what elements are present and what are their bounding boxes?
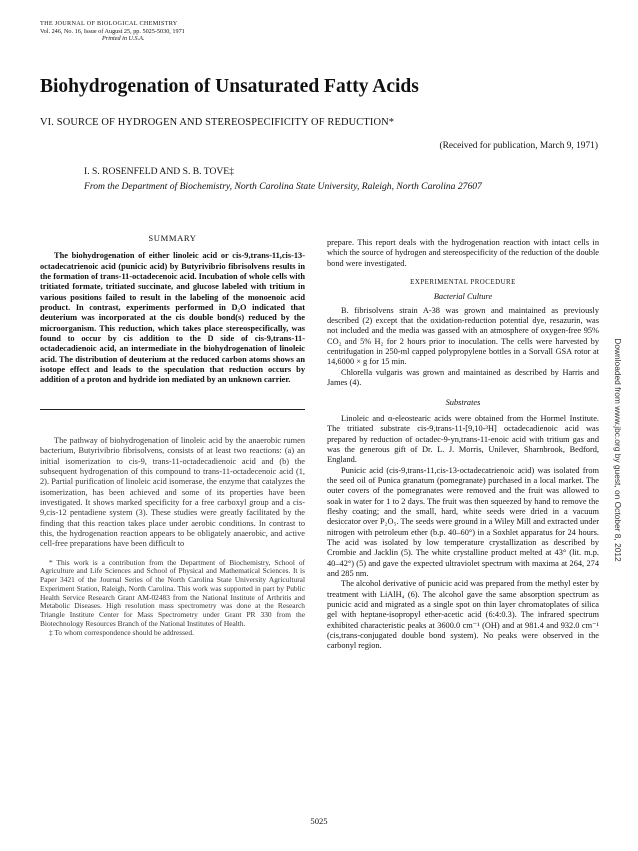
left-column (40, 233, 305, 637)
journal-printed: Printed in U.S.A. (102, 35, 145, 43)
paragraph-substrates-linoleic: Linoleic and α-eleostearic acids were obtained from the Hormel Institute. The tritiated substrate cis-9,trans-11-[9,10-³H] octadecadienoic acid was prepared by reduction of octadec-9-yn,trans-11-enoic acid with tritium gas and was the generous gift of Dr. L. J. Morris, Unilever, Sharnbrook, Bedford, England. (327, 413, 599, 465)
section-divider (40, 409, 305, 410)
article-title: Biohydrogenation of Unsaturated Fatty Acids (40, 76, 419, 97)
paragraph-alcohol-derivative: The alcohol derivative of punicic acid was prepared from the methyl ester by treatment with LiAlH₄ (6). The alcohol gave the same absorption spectrum as punicic acid and migrated as a single spot on thin layer chromatoplates of silica gel with heptane-isopropyl ether-acetic acid (6:4:0.3). The infrared spectrum exhibited characteristic peaks at 3600.0 cm⁻¹ (OH) and at 981.4 and 932.0 cm⁻¹ (cis,trans-conjugated double bond system). No peaks were observed in the carbonyl region. (327, 579, 599, 651)
download-watermark (611, 300, 625, 600)
footnote-correspondence: ‡ To whom correspondence should be addressed. (49, 627, 194, 637)
article-subtitle: VI. SOURCE OF HYDROGEN AND STEREOSPECIFICITY OF REDUCTION* (40, 117, 395, 128)
journal-header (40, 20, 185, 43)
received-date: (Received for publication, March 9, 1971) (439, 141, 598, 151)
intro-continuation: prepare. This report deals with the hydrogenation reaction with intact cells in which the source of hydrogen and stereospecificity of the reduction of the double bond were investigated. (327, 238, 599, 268)
authors: I. S. ROSENFELD AND S. B. TOVE‡ (84, 166, 234, 177)
journal-name: THE JOURNAL OF BIOLOGICAL CHEMISTRY (40, 20, 178, 27)
affiliation: From the Department of Biochemistry, North Carolina State University, Raleigh, North Carolina 27607 (84, 181, 482, 192)
subheading-substrates: Substrates (445, 398, 481, 408)
paragraph-chlorella: Chlorella vulgaris was grown and maintained as described by Harris and James (4). (327, 367, 599, 388)
paragraph-bacterial-culture: B. fibrisolvens strain A-38 was grown and maintained as previously described (2) except that the oxidation-reduction potential dye, resazurin, was not included and the media was gassed with an atmosphere of oxygen-free 95% CO₂ and 5% H₂ for 2 hours prior to inoculation. The cells were harvested by centrifugation in 250-ml capped polypropylene bottles in a Sorvall GSA rotor at 14,6000 × g for 15 min. (327, 305, 599, 367)
footnote-funding: * This work is a contribution from the Department of Biochemistry, School of Agriculture and Life Sciences and School of Physical and Mathematical Sciences. It is Paper 3421 of the Journal Series of the North Carolina State University Agricultural Experiment Station, Raleigh, North Carolina. This work was supported in part by Public Health Service Research Grant AM-02483 from the National Institute of Arthritis and Metabolic Diseases. High resolution mass spectrometry was done at the Research Triangle Institute Center for Mass Spectrometry under Grant PR 330 from the Biotechnology Resources Branch of the National Institutes of Health. (40, 557, 305, 628)
right-column (327, 238, 599, 652)
summary-heading: SUMMARY (148, 233, 197, 243)
section-heading-experimental: EXPERIMENTAL PROCEDURE (410, 279, 516, 287)
intro-paragraph: The pathway of biohydrogenation of linoleic acid by the anaerobic rumen bacterium, Butyrivibrio fibrisolvens, consists of at least two reactions: (a) an initial isomerization to cis-9, trans-11-octadecadienoic acid and (b) the subsequent hydrogenation of this compound to trans-11-octadecenoic acid (1, 2). Partial purification of linoleic acid isomerase, the enzyme that catalyzes the isomerization, has been achieved and some of its properties have been investigated. It shows marked specificity for a free carboxyl group and a cis-9,cis-12 pentadiene system (3). These studies were greatly facilitated by the finding that this reaction takes place under aerobic conditions. In contrast to this, the hydrogenation reaction appears to be obligately anaerobic, and active cell-free preparations have been difficult to (40, 435, 305, 549)
download-watermark-text: Downloaded from www.jbc.org by guest, on October 8, 2012 (613, 338, 623, 562)
subheading-bacterial-culture: Bacterial Culture (433, 292, 493, 302)
paragraph-punicic-acid: Punicic acid (cis-9,trans-11,cis-13-octadecatrienoic acid) was isolated from the seed oil of Punica granatum (pomegranate) purchased in a local market. The outer covers of the pomegranates were removed and the fruit was allowed to soak in water for 1 to 2 days. The fruit was then squeezed by hand to remove the fleshy coating; and the small, hard, white seeds were dried in a vacuum desiccator over P₂O₅. The seeds were ground in a Wiley Mill and extracted under nitrogen with petroleum ether (b.p. 40–60°) in a Soxhlet apparatus for 24 hours. The acid was isolated by low temperature crystallization as described by Crombie and Jacklin (5). The white crystalline product melted at 43° (lit. m.p. 40–42°) (5) and gave the expected ultraviolet spectrum with maxima at 264, 274 and 285 nm. (327, 465, 599, 578)
footnotes (40, 559, 305, 638)
page-number: 5025 (310, 816, 328, 826)
journal-issue: Vol. 246, No. 16, Issue of August 25, pp. 5025-5030, 1971 (40, 27, 185, 35)
summary-text: The biohydrogenation of either linoleic acid or cis-9,trans-11,cis-13-octadecatrienoic acid (punicic acid) by Butyrivibrio fibrisolvens results in the formation of trans-11-octadecenoic acid. Incubation of whole cells with tritiated formate, tritiated succinate, and glucose labeled with tritium in various positions failed to result in the labeling of the monoenoic acid product. In contrast, experiments performed in D₂O indicated that deuterium was incorporated at the cis double bond(s) reduced by the microorganism. This reduction, which takes place stereospecifically, was found to occur by cis addition to the D side of cis-9,trans-11-octadecadienoic acid, an intermediate in the biohydrogenation of linoleic acid. The distribution of deuterium at the reduced carbon atoms shows an isotope effect and leads to the speculation that reduction occurs by addition of a proton and hydride ion mediated by an unknown carrier. (40, 251, 305, 385)
